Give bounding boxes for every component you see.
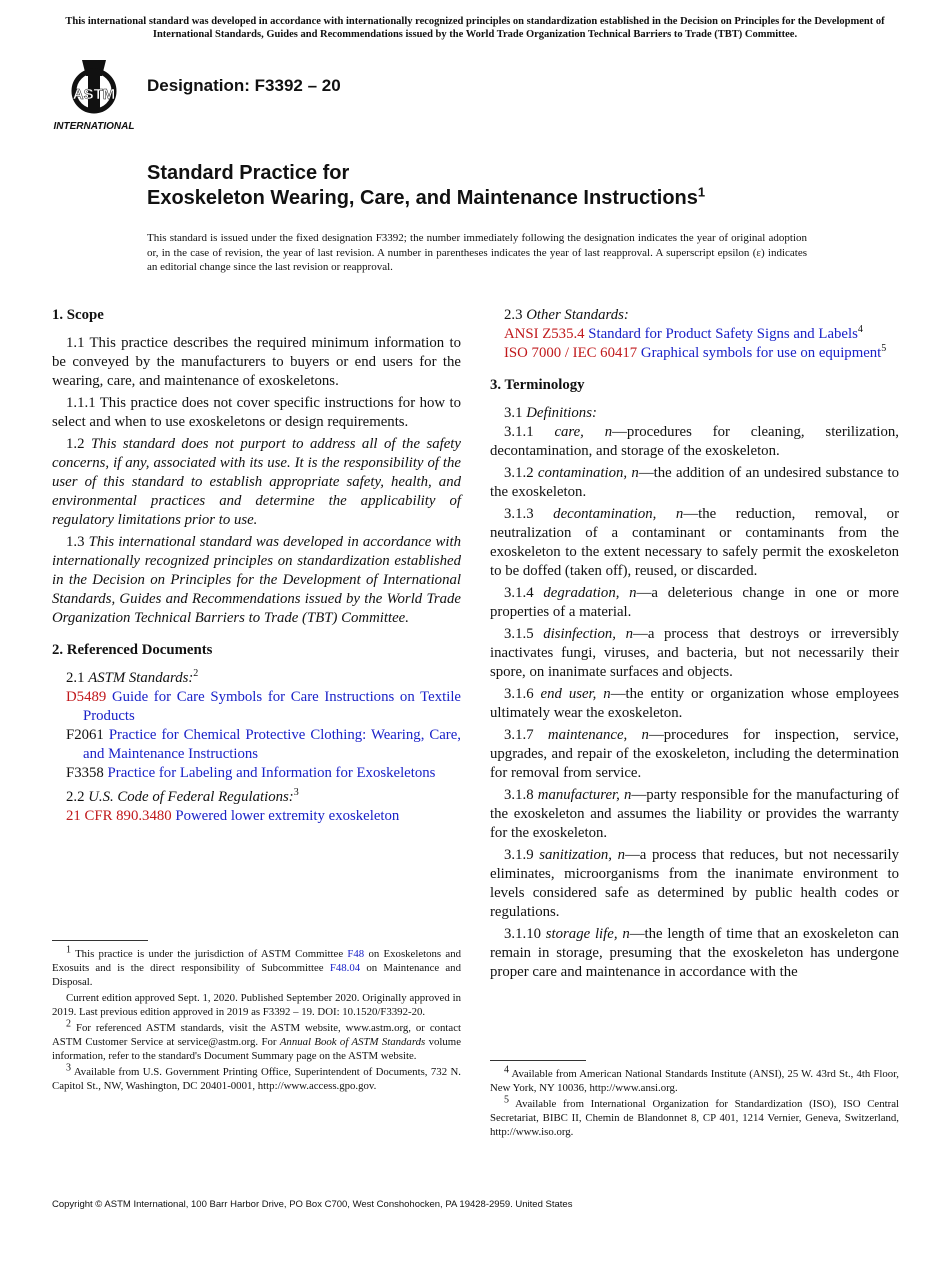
footnote-rule: [490, 1060, 586, 1061]
section-terminology-heading: 3. Terminology: [490, 377, 585, 393]
term-3-1-7: 3.1.7 maintenance, n—procedures for inspection, service, upgrades, and repair of the exoskeleton, including the determination for removal from service.: [490, 727, 899, 781]
term-3-1-8: 3.1.8 manufacturer, n—party responsible for the manufacturing of the exoskeleton and assumes the liability or provides the warranty for the exoskeleton.: [490, 787, 899, 841]
svg-text:INTERNATIONAL: INTERNATIONAL: [53, 121, 135, 132]
para-1-1-1: 1.1.1 This practice does not cover specific instructions for how to select and when to use exoskeletons or design requirements.: [52, 395, 461, 430]
footnote-3: $^3$ Available from U.S. Government Printing Office, Superintendent of Documents, 732 N. Capitol St., NW, Washington, DC 20401-0001, http://www.access.gpo.gov.: [52, 1062, 461, 1092]
ref-iso-7000[interactable]: ISO 7000 / IEC 60417 Graphical symbols for use on equipment$^5$: [504, 343, 887, 361]
ref-f2061[interactable]: F2061 Practice for Chemical Protective Clothing: Wearing, Care, and Maintenance Instructions: [66, 727, 461, 762]
term-3-1-6: 3.1.6 end user, n—the entity or organization whose employees ultimately wear the exoskeleton.: [490, 686, 900, 721]
document-title: [147, 161, 705, 211]
para-1-3: 1.3 This international standard was developed in accordance with internationally recognized principles on standardization established in the Decision on Principles for the Development of International Standards, Guides and Recommendations issued by the World Trade Organization Technical Barriers to Trade (TBT) Committee.: [52, 534, 461, 626]
para-1-1: 1.1 This practice describes the required minimum information to be conveyed by the manufacturers to buyers or end users for the wearing, care, and maintenance of exoskeletons.: [52, 335, 461, 389]
term-3-1-5: 3.1.5 disinfection, n—a process that destroys or irreversibly inactivates fungi, viruses, and bacteria, but not necessarily their spore, on inanimate surfaces and objects.: [490, 626, 899, 680]
ref-21cfr[interactable]: 21 CFR 890.3480 Powered lower extremity exoskeleton: [66, 808, 400, 824]
ref-f3358[interactable]: F3358 Practice for Labeling and Information for Exoskeletons: [66, 765, 436, 781]
section-refdocs-heading: 2. Referenced Documents: [52, 642, 213, 658]
ref-ansi-z535[interactable]: ANSI Z535.4 Standard for Product Safety Signs and Labels$^4$: [504, 324, 863, 342]
term-3-1-4: 3.1.4 degradation, n—a deleterious change in one or more properties of a material.: [490, 585, 900, 620]
copyright: Copyright © ASTM International, 100 Barr Harbor Drive, PO Box C700, West Conshohocken, PA 19428-2959. United States: [52, 1199, 573, 1210]
footnote-1: $^1$ This practice is under the jurisdiction of ASTM Committee F48 on Exoskeletons and Exosuits and is the direct responsibility of Subcommittee F48.04 on Maintenance and Disposal.: [52, 944, 461, 988]
term-3-1-3: 3.1.3 decontamination, n—the reduction, removal, or neutralization of a contaminant or contaminants from the exoskeleton to the extent necessary to safely permit the exoskeleton to be doffed (taken off), reused, or discarded.: [490, 506, 900, 579]
abstract: This standard is issued under the fixed designation F3392; the number immediately following the designation indicates the year of original adoption or, in the case of revision, the year of last revision. A number in parentheses indicates the year of last reapproval. A superscript epsilon (ε) indicates an editorial change since the last revision or reapproval.: [147, 232, 807, 273]
link-f48-04[interactable]: F48.04: [329, 962, 361, 974]
title-line-1: Standard Practice for: [147, 162, 350, 184]
footnotes-left: [52, 940, 461, 1095]
footnote-4: $^4$ Available from American National Standards Institute (ANSI), 25 W. 43rd St., 4th Floor, New York, NY 10036, http://www.ansi.org.: [490, 1064, 899, 1094]
term-3-1-9: 3.1.9 sanitization, n—a process that reduces, but not necessarily eliminates, microorganisms from the inanimate environment to levels considered safe as determined by public health codes or regulations.: [490, 847, 899, 920]
ref-d5489[interactable]: D5489 Guide for Care Symbols for Care Instructions on Textile Products: [66, 689, 461, 724]
left-column: [52, 306, 461, 826]
term-3-1-10: 3.1.10 storage life, n—the length of time that an exoskeleton can remain in storage, presuming that the exoskeleton has undergone proper care and maintenance in accordance with the: [490, 926, 899, 980]
designation: Designation: F3392 – 20: [147, 76, 341, 95]
link-f48[interactable]: F48: [347, 948, 365, 960]
term-3-1-1: 3.1.1 care, n—procedures for cleaning, sterilization, decontamination, and storage of the exoskeleton.: [490, 424, 899, 459]
footnote-rule: [52, 940, 148, 941]
footnote-5: $^5$ Available from International Organization for Standardization (ISO), ISO Central Secretariat, BIBC II, Chemin de Blandonnet 8, CP 401, 1214 Vernier, Geneva, Switzerland, http://www.iso.org.: [490, 1094, 899, 1138]
right-column: [490, 306, 899, 985]
term-3-1-2: 3.1.2 contamination, n—the addition of an undesired substance to the exoskeleton.: [490, 465, 899, 500]
footnote-1-edition: Current edition approved Sept. 1, 2020. Published September 2020. Originally approved in 2019. Last previous edition approved in 2019 as F3392 – 19. DOI: 10.1520/F3392-20.: [52, 992, 461, 1018]
subsection-astm-standards: 2.1 ASTM Standards:$^2$: [66, 668, 199, 686]
title-line-2: Exoskeleton Wearing, Care, and Maintenance Instructions$^1$: [147, 184, 706, 209]
standards-notice: This international standard was developed in accordance with internationally recognized principles on standardization established in the Decision on Principles for the Development of International Standards, Guides and Recommendations issued by the World Trade Organization Technical Barriers to Trade (TBT) Committee.: [65, 16, 885, 40]
footnotes-right: [490, 1060, 899, 1141]
footnote-2: $^2$ For referenced ASTM standards, visit the ASTM website, www.astm.org, or contact ASTM Customer Service at service@astm.org. For Annual Book of ASTM Standards volume information, refer to the standard's Document Summary page on the ASTM website.: [52, 1018, 461, 1062]
section-scope-heading: 1. Scope: [52, 307, 104, 323]
subsection-other-standards: 2.3 Other Standards:: [504, 307, 629, 323]
subsection-definitions: 3.1 Definitions:: [504, 405, 597, 421]
subsection-cfr: 2.2 U.S. Code of Federal Regulations:$^3$: [66, 787, 299, 805]
svg-text:ASTM: ASTM: [72, 86, 116, 103]
astm-logo: [52, 58, 136, 132]
para-1-2: 1.2 This standard does not purport to address all of the safety concerns, if any, associated with its use. It is the responsibility of the user of this standard to establish appropriate safety, health, and environmental practices and determine the applicability of regulatory limitations prior to use.: [52, 436, 461, 528]
title-footnote-ref: 1: [697, 184, 706, 200]
